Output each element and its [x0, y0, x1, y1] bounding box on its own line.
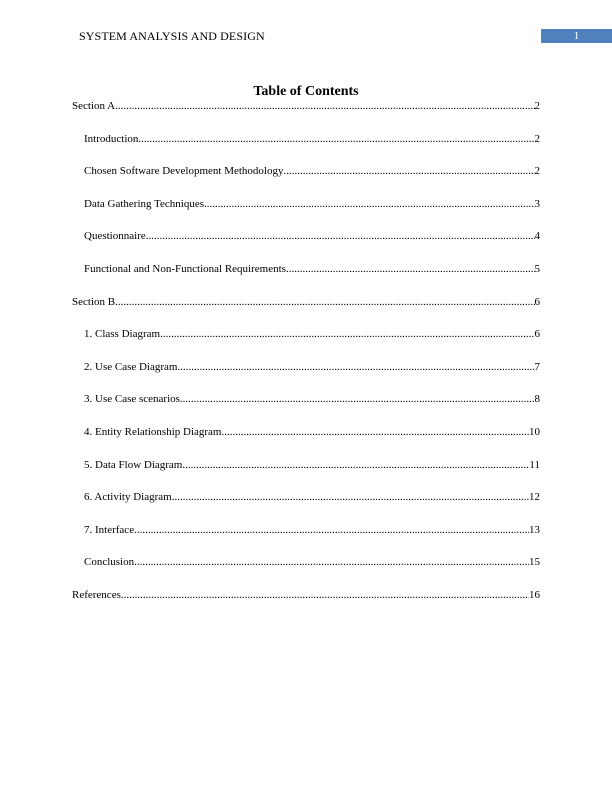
toc-entry-er-diagram[interactable] — [72, 425, 540, 458]
toc-entry-page: 7 — [534, 360, 540, 373]
toc-entry-label: Data Gathering Techniques — [84, 197, 204, 210]
table-of-contents — [72, 99, 540, 621]
toc-entry-label: Introduction — [84, 132, 139, 145]
toc-entry-data-gathering[interactable] — [72, 197, 540, 230]
toc-entry-page: 15 — [529, 556, 540, 569]
toc-entry-page: 12 — [529, 491, 540, 504]
toc-entry-label: Chosen Software Development Methodology — [84, 165, 284, 178]
toc-entry-interface[interactable] — [72, 523, 540, 556]
toc-entry-page: 6 — [534, 295, 540, 308]
toc-entry-page: 5 — [534, 262, 540, 275]
toc-entry-use-case-scenarios[interactable] — [72, 392, 540, 425]
toc-entry-page: 2 — [534, 100, 540, 112]
toc-entry-conclusion[interactable] — [72, 555, 540, 588]
toc-entry-label: Section A — [72, 100, 116, 112]
toc-entry-page: 2 — [534, 165, 540, 178]
toc-entry-requirements[interactable] — [72, 262, 540, 295]
toc-entry-section-b[interactable] — [72, 295, 540, 328]
toc-entry-section-a[interactable] — [72, 99, 540, 132]
toc-entry-label: 5. Data Flow Diagram — [84, 458, 183, 471]
page-number-badge: 1 — [541, 29, 612, 43]
toc-entry-page: 6 — [534, 328, 540, 341]
toc-entry-activity-diagram[interactable] — [72, 490, 540, 523]
toc-entry-label: 7. Interface — [84, 523, 135, 536]
toc-entry-page: 4 — [534, 230, 540, 243]
toc-entry-label: References — [72, 588, 121, 601]
toc-entry-label: Section B — [72, 295, 116, 308]
toc-entry-page: 8 — [534, 393, 540, 406]
toc-entry-label: 2. Use Case Diagram — [84, 360, 178, 373]
toc-entry-label: Conclusion — [84, 556, 135, 569]
running-header-title: SYSTEM ANALYSIS AND DESIGN — [79, 29, 265, 43]
toc-entry-label: 3. Use Case scenarios — [84, 393, 180, 406]
toc-entry-class-diagram[interactable] — [72, 327, 540, 360]
toc-entry-label: 6. Activity Diagram — [84, 491, 172, 504]
toc-entry-label: Functional and Non-Functional Requirements — [84, 262, 286, 275]
toc-entry-label: Questionnaire — [84, 230, 146, 243]
toc-entry-introduction[interactable] — [72, 132, 540, 165]
toc-entry-methodology[interactable] — [72, 164, 540, 197]
toc-entry-references[interactable] — [72, 588, 540, 621]
toc-entry-page: 3 — [534, 197, 540, 210]
toc-entry-page: 10 — [529, 425, 540, 438]
toc-entry-questionnaire[interactable] — [72, 229, 540, 262]
toc-entry-page: 16 — [529, 588, 540, 601]
toc-entry-use-case-diagram[interactable] — [72, 360, 540, 393]
toc-entry-page: 2 — [534, 132, 540, 145]
toc-entry-page: 13 — [529, 523, 540, 536]
toc-entry-label: 1. Class Diagram — [84, 328, 161, 341]
toc-title: Table of Contents — [253, 84, 359, 99]
toc-entry-label: 4. Entity Relationship Diagram — [84, 425, 222, 438]
toc-entry-page: 11 — [529, 458, 540, 471]
toc-entry-data-flow-diagram[interactable] — [72, 458, 540, 491]
